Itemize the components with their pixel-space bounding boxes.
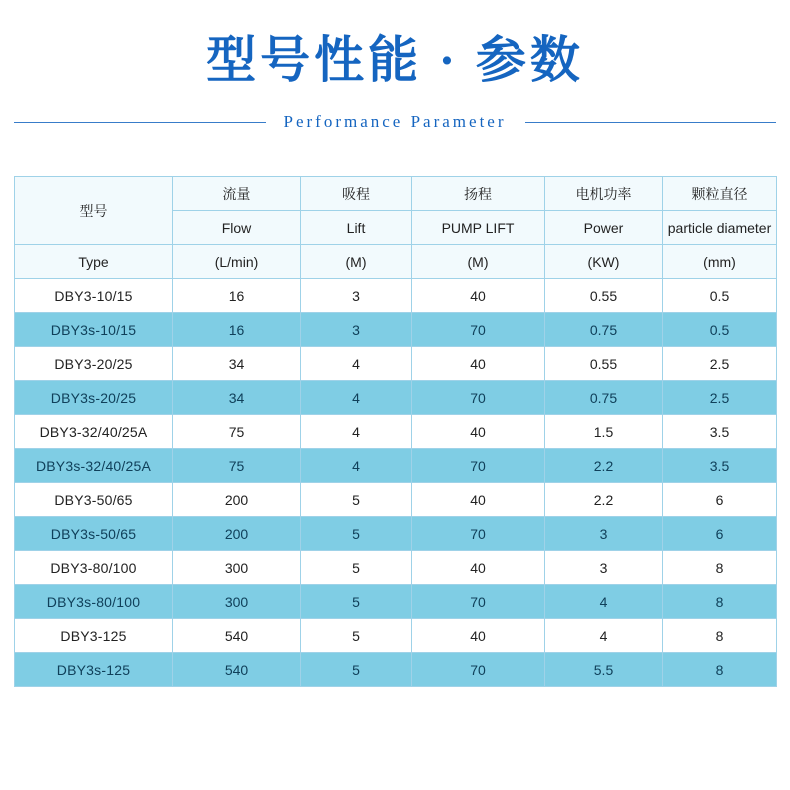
header-cell-flow-unit: (L/min) [173,245,301,279]
cell-pumplift: 40 [412,551,545,585]
cell-model: DBY3s-50/65 [15,517,173,551]
table-row [15,585,777,619]
cell-power: 0.55 [545,347,663,381]
cell-model: DBY3-50/65 [15,483,173,517]
header-cell-particle-en: particle diameter [663,211,777,245]
cell-model: DBY3-125 [15,619,173,653]
divider-right [525,122,777,123]
cell-pumplift: 40 [412,619,545,653]
cell-model: DBY3-32/40/25A [15,415,173,449]
cell-particle: 6 [663,517,777,551]
cell-lift: 4 [301,415,412,449]
cell-flow: 300 [173,585,301,619]
header-cell-power-en: Power [545,211,663,245]
header-cell-lift-cn: 吸程 [301,177,412,211]
cell-particle: 2.5 [663,347,777,381]
page-header [0,0,790,132]
cell-lift: 3 [301,279,412,313]
table-row [15,483,777,517]
cell-power: 0.75 [545,313,663,347]
cell-pumplift: 40 [412,279,545,313]
cell-particle: 2.5 [663,381,777,415]
header-cell-pumplift-unit: (M) [412,245,545,279]
header-cell-power-cn: 电机功率 [545,177,663,211]
cell-power: 0.75 [545,381,663,415]
header-cell-pumplift-en: PUMP LIFT [412,211,545,245]
cell-pumplift: 70 [412,449,545,483]
table-row [15,347,777,381]
cell-lift: 5 [301,483,412,517]
cell-lift: 5 [301,619,412,653]
cell-particle: 0.5 [663,313,777,347]
cell-power: 0.55 [545,279,663,313]
table-row [15,551,777,585]
header-cell-lift-unit: (M) [301,245,412,279]
cell-flow: 34 [173,381,301,415]
spec-table [14,176,777,687]
table-row [15,517,777,551]
cell-model: DBY3-80/100 [15,551,173,585]
header-cell-power-unit: (KW) [545,245,663,279]
cell-pumplift: 70 [412,585,545,619]
cell-particle: 3.5 [663,415,777,449]
cell-model: DBY3-10/15 [15,279,173,313]
cell-lift: 4 [301,381,412,415]
cell-power: 5.5 [545,653,663,687]
table-row [15,381,777,415]
cell-flow: 540 [173,619,301,653]
header-cell-lift-en: Lift [301,211,412,245]
table-row [15,415,777,449]
cell-flow: 75 [173,449,301,483]
header-row-cn [15,177,777,211]
cell-pumplift: 40 [412,415,545,449]
table-row [15,653,777,687]
spec-table-container [14,176,776,687]
cell-power: 4 [545,585,663,619]
page-subtitle: Performance Parameter [283,112,507,131]
cell-particle: 6 [663,483,777,517]
cell-model: DBY3-20/25 [15,347,173,381]
header-row-unit [15,245,777,279]
header-cell-type-cn: 型号 [15,177,173,245]
cell-lift: 5 [301,653,412,687]
subtitle-row [0,112,790,132]
cell-flow: 16 [173,313,301,347]
cell-lift: 5 [301,517,412,551]
cell-flow: 34 [173,347,301,381]
cell-flow: 200 [173,483,301,517]
header-cell-particle-unit: (mm) [663,245,777,279]
cell-power: 3 [545,517,663,551]
cell-model: DBY3s-125 [15,653,173,687]
cell-model: DBY3s-20/25 [15,381,173,415]
cell-flow: 75 [173,415,301,449]
cell-lift: 4 [301,449,412,483]
cell-power: 3 [545,551,663,585]
cell-lift: 5 [301,551,412,585]
divider-left [14,122,266,123]
cell-power: 1.5 [545,415,663,449]
header-cell-type-unit: Type [15,245,173,279]
header-cell-particle-cn: 颗粒直径 [663,177,777,211]
cell-particle: 8 [663,585,777,619]
cell-lift: 4 [301,347,412,381]
cell-pumplift: 70 [412,517,545,551]
table-row [15,449,777,483]
cell-flow: 540 [173,653,301,687]
cell-pumplift: 70 [412,381,545,415]
cell-power: 4 [545,619,663,653]
header-cell-pumplift-cn: 扬程 [412,177,545,211]
header-cell-flow-cn: 流量 [173,177,301,211]
cell-model: DBY3s-10/15 [15,313,173,347]
header-cell-flow-en: Flow [173,211,301,245]
cell-flow: 16 [173,279,301,313]
cell-power: 2.2 [545,483,663,517]
page-title: 型号性能 · 参数 [206,32,584,88]
cell-pumplift: 70 [412,313,545,347]
table-row [15,279,777,313]
cell-lift: 3 [301,313,412,347]
table-body [15,279,777,687]
cell-pumplift: 70 [412,653,545,687]
cell-model: DBY3s-32/40/25A [15,449,173,483]
table-row [15,619,777,653]
cell-particle: 8 [663,619,777,653]
cell-power: 2.2 [545,449,663,483]
cell-particle: 0.5 [663,279,777,313]
cell-flow: 200 [173,517,301,551]
cell-model: DBY3s-80/100 [15,585,173,619]
table-header [15,177,777,279]
cell-particle: 8 [663,551,777,585]
cell-particle: 8 [663,653,777,687]
cell-pumplift: 40 [412,347,545,381]
cell-flow: 300 [173,551,301,585]
cell-lift: 5 [301,585,412,619]
cell-particle: 3.5 [663,449,777,483]
cell-pumplift: 40 [412,483,545,517]
table-row [15,313,777,347]
